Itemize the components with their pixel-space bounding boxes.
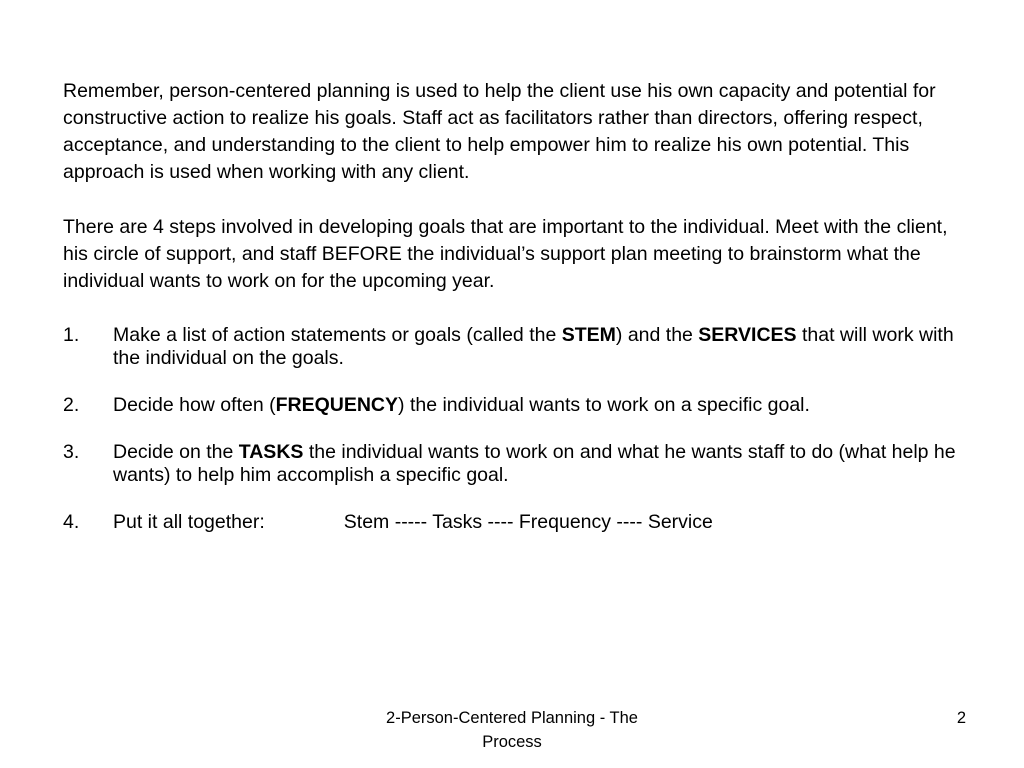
step-text: Make a list of action statements or goals (called the [113, 324, 562, 346]
step-item-2 [63, 394, 963, 417]
step-item-4 [63, 511, 963, 534]
step-number: 1. [63, 324, 80, 346]
step-keyword-services: SERVICES [698, 324, 797, 346]
step-text: Decide on the [113, 441, 239, 463]
intro-paragraph-2: There are 4 steps involved in developing goals that are important to the individual. Meet with the client, his circle of support, and staff BEFORE the individual’s support plan meeting to brainstorm what the individual wants to work on for the upcoming year. [63, 216, 948, 292]
step-formula: Stem ----- Tasks ---- Frequency ---- Service [343, 511, 713, 533]
step-item-3 [63, 441, 963, 487]
step-keyword-stem: STEM [561, 324, 616, 346]
step-text: the individual wants to work on and what he wants staff to do (what help he wants) to help him accomplish a specific goal. [113, 441, 956, 486]
step-text: ) the individual wants to work on a specific goal. [398, 394, 810, 416]
steps-list [63, 324, 963, 558]
page-number: 2 [956, 709, 966, 727]
step-text: ) and the [615, 324, 699, 346]
step-number: 4. [63, 511, 80, 533]
step-number: 2. [63, 394, 80, 416]
step-text: that will work with the individual on the goals. [113, 324, 954, 369]
step-item-1 [63, 324, 963, 370]
footer-title-line-2: Process [482, 733, 542, 751]
step-number: 3. [63, 441, 80, 463]
footer-title [330, 706, 694, 754]
step-keyword-frequency: FREQUENCY [275, 394, 399, 416]
footer-title-line-1: 2-Person-Centered Planning - The [386, 709, 638, 727]
step-keyword-tasks: TASKS [238, 441, 304, 463]
intro-paragraph-1: Remember, person-centered planning is used to help the client use his own capacity and potential for constructive action to realize his goals. Staff act as facilitators rather than directors, offering respect, acceptance, and understanding to the client to help empower him to realize his own potential. This approach is used when working with any client. [63, 80, 936, 183]
step-text: Decide how often ( [113, 394, 276, 416]
step-label: Put it all together: [113, 511, 265, 533]
